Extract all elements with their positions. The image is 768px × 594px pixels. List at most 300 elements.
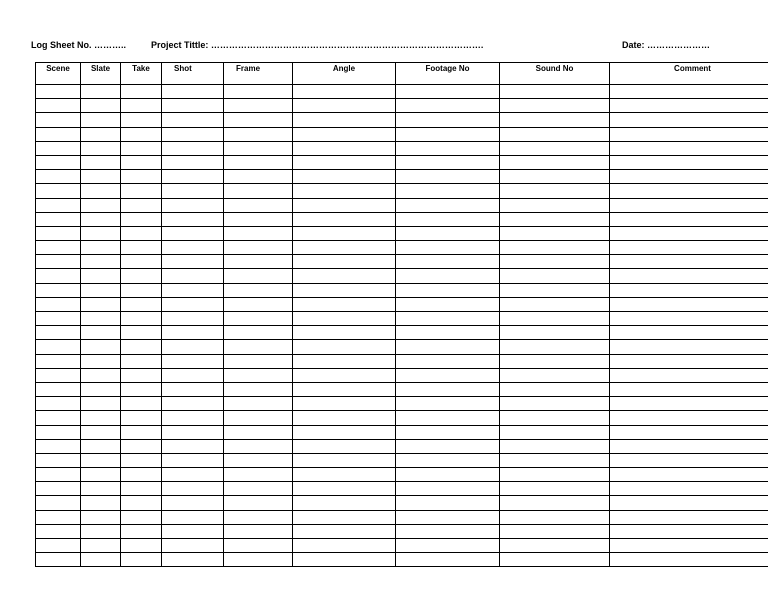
- cell-frame[interactable]: [224, 524, 293, 538]
- cell-take[interactable]: [121, 141, 162, 155]
- cell-sound-no[interactable]: [500, 212, 610, 226]
- cell-slate[interactable]: [81, 226, 121, 240]
- cell-footage-no[interactable]: [396, 468, 500, 482]
- cell-sound-no[interactable]: [500, 283, 610, 297]
- cell-scene[interactable]: [36, 354, 81, 368]
- cell-scene[interactable]: [36, 113, 81, 127]
- cell-scene[interactable]: [36, 127, 81, 141]
- cell-comment[interactable]: [610, 226, 768, 240]
- cell-comment[interactable]: [610, 482, 768, 496]
- cell-take[interactable]: [121, 212, 162, 226]
- cell-footage-no[interactable]: [396, 382, 500, 396]
- cell-comment[interactable]: [610, 198, 768, 212]
- cell-angle[interactable]: [293, 241, 396, 255]
- cell-comment[interactable]: [610, 425, 768, 439]
- cell-frame[interactable]: [224, 184, 293, 198]
- cell-sound-no[interactable]: [500, 425, 610, 439]
- cell-scene[interactable]: [36, 453, 81, 467]
- cell-sound-no[interactable]: [500, 170, 610, 184]
- cell-frame[interactable]: [224, 425, 293, 439]
- cell-angle[interactable]: [293, 312, 396, 326]
- cell-scene[interactable]: [36, 411, 81, 425]
- cell-frame[interactable]: [224, 510, 293, 524]
- cell-scene[interactable]: [36, 382, 81, 396]
- cell-scene[interactable]: [36, 425, 81, 439]
- cell-comment[interactable]: [610, 524, 768, 538]
- cell-frame[interactable]: [224, 113, 293, 127]
- cell-angle[interactable]: [293, 524, 396, 538]
- cell-slate[interactable]: [81, 340, 121, 354]
- cell-slate[interactable]: [81, 439, 121, 453]
- cell-scene[interactable]: [36, 269, 81, 283]
- cell-sound-no[interactable]: [500, 340, 610, 354]
- cell-slate[interactable]: [81, 382, 121, 396]
- cell-scene[interactable]: [36, 141, 81, 155]
- cell-scene[interactable]: [36, 524, 81, 538]
- cell-slate[interactable]: [81, 241, 121, 255]
- cell-slate[interactable]: [81, 539, 121, 553]
- cell-frame[interactable]: [224, 496, 293, 510]
- cell-comment[interactable]: [610, 368, 768, 382]
- cell-shot[interactable]: [162, 255, 224, 269]
- cell-angle[interactable]: [293, 453, 396, 467]
- cell-sound-no[interactable]: [500, 382, 610, 396]
- cell-take[interactable]: [121, 198, 162, 212]
- cell-shot[interactable]: [162, 468, 224, 482]
- cell-angle[interactable]: [293, 439, 396, 453]
- cell-sound-no[interactable]: [500, 198, 610, 212]
- cell-take[interactable]: [121, 382, 162, 396]
- cell-sound-no[interactable]: [500, 127, 610, 141]
- cell-shot[interactable]: [162, 553, 224, 567]
- cell-comment[interactable]: [610, 283, 768, 297]
- cell-frame[interactable]: [224, 198, 293, 212]
- cell-frame[interactable]: [224, 170, 293, 184]
- log-sheet-number-field[interactable]: Log Sheet No. ………..: [31, 40, 127, 50]
- cell-scene[interactable]: [36, 241, 81, 255]
- cell-take[interactable]: [121, 468, 162, 482]
- cell-take[interactable]: [121, 553, 162, 567]
- cell-shot[interactable]: [162, 524, 224, 538]
- cell-sound-no[interactable]: [500, 184, 610, 198]
- cell-scene[interactable]: [36, 184, 81, 198]
- cell-slate[interactable]: [81, 113, 121, 127]
- cell-shot[interactable]: [162, 496, 224, 510]
- cell-shot[interactable]: [162, 269, 224, 283]
- cell-angle[interactable]: [293, 198, 396, 212]
- cell-scene[interactable]: [36, 255, 81, 269]
- cell-sound-no[interactable]: [500, 482, 610, 496]
- cell-angle[interactable]: [293, 411, 396, 425]
- cell-scene[interactable]: [36, 155, 81, 169]
- cell-frame[interactable]: [224, 155, 293, 169]
- cell-shot[interactable]: [162, 326, 224, 340]
- cell-footage-no[interactable]: [396, 297, 500, 311]
- cell-scene[interactable]: [36, 226, 81, 240]
- cell-shot[interactable]: [162, 297, 224, 311]
- cell-scene[interactable]: [36, 283, 81, 297]
- cell-shot[interactable]: [162, 368, 224, 382]
- cell-sound-no[interactable]: [500, 468, 610, 482]
- cell-comment[interactable]: [610, 127, 768, 141]
- cell-slate[interactable]: [81, 553, 121, 567]
- date-field[interactable]: Date: …………………: [622, 40, 711, 50]
- cell-take[interactable]: [121, 326, 162, 340]
- cell-sound-no[interactable]: [500, 453, 610, 467]
- cell-footage-no[interactable]: [396, 113, 500, 127]
- cell-frame[interactable]: [224, 397, 293, 411]
- cell-slate[interactable]: [81, 141, 121, 155]
- cell-comment[interactable]: [610, 212, 768, 226]
- cell-comment[interactable]: [610, 141, 768, 155]
- cell-frame[interactable]: [224, 354, 293, 368]
- cell-frame[interactable]: [224, 468, 293, 482]
- cell-frame[interactable]: [224, 368, 293, 382]
- cell-scene[interactable]: [36, 297, 81, 311]
- cell-shot[interactable]: [162, 113, 224, 127]
- cell-sound-no[interactable]: [500, 510, 610, 524]
- cell-shot[interactable]: [162, 354, 224, 368]
- cell-footage-no[interactable]: [396, 539, 500, 553]
- cell-angle[interactable]: [293, 425, 396, 439]
- cell-frame[interactable]: [224, 141, 293, 155]
- cell-slate[interactable]: [81, 155, 121, 169]
- cell-take[interactable]: [121, 283, 162, 297]
- cell-footage-no[interactable]: [396, 453, 500, 467]
- cell-frame[interactable]: [224, 127, 293, 141]
- cell-slate[interactable]: [81, 127, 121, 141]
- cell-frame[interactable]: [224, 269, 293, 283]
- cell-sound-no[interactable]: [500, 354, 610, 368]
- cell-take[interactable]: [121, 524, 162, 538]
- cell-footage-no[interactable]: [396, 155, 500, 169]
- cell-take[interactable]: [121, 113, 162, 127]
- cell-frame[interactable]: [224, 539, 293, 553]
- cell-shot[interactable]: [162, 411, 224, 425]
- cell-shot[interactable]: [162, 241, 224, 255]
- cell-angle[interactable]: [293, 255, 396, 269]
- cell-comment[interactable]: [610, 354, 768, 368]
- cell-footage-no[interactable]: [396, 411, 500, 425]
- cell-scene[interactable]: [36, 368, 81, 382]
- cell-scene[interactable]: [36, 198, 81, 212]
- cell-comment[interactable]: [610, 439, 768, 453]
- cell-sound-no[interactable]: [500, 269, 610, 283]
- cell-take[interactable]: [121, 297, 162, 311]
- cell-take[interactable]: [121, 99, 162, 113]
- cell-take[interactable]: [121, 453, 162, 467]
- cell-take[interactable]: [121, 510, 162, 524]
- cell-frame[interactable]: [224, 255, 293, 269]
- cell-angle[interactable]: [293, 468, 396, 482]
- cell-footage-no[interactable]: [396, 326, 500, 340]
- cell-slate[interactable]: [81, 510, 121, 524]
- cell-scene[interactable]: [36, 340, 81, 354]
- cell-sound-no[interactable]: [500, 411, 610, 425]
- cell-take[interactable]: [121, 269, 162, 283]
- cell-sound-no[interactable]: [500, 99, 610, 113]
- cell-frame[interactable]: [224, 212, 293, 226]
- cell-frame[interactable]: [224, 99, 293, 113]
- cell-sound-no[interactable]: [500, 85, 610, 99]
- cell-footage-no[interactable]: [396, 397, 500, 411]
- cell-comment[interactable]: [610, 255, 768, 269]
- cell-take[interactable]: [121, 397, 162, 411]
- cell-angle[interactable]: [293, 127, 396, 141]
- cell-shot[interactable]: [162, 99, 224, 113]
- cell-scene[interactable]: [36, 539, 81, 553]
- cell-take[interactable]: [121, 127, 162, 141]
- cell-slate[interactable]: [81, 198, 121, 212]
- cell-shot[interactable]: [162, 453, 224, 467]
- cell-sound-no[interactable]: [500, 553, 610, 567]
- cell-scene[interactable]: [36, 482, 81, 496]
- cell-sound-no[interactable]: [500, 539, 610, 553]
- cell-frame[interactable]: [224, 453, 293, 467]
- cell-sound-no[interactable]: [500, 255, 610, 269]
- cell-scene[interactable]: [36, 510, 81, 524]
- cell-angle[interactable]: [293, 354, 396, 368]
- cell-shot[interactable]: [162, 127, 224, 141]
- cell-comment[interactable]: [610, 184, 768, 198]
- cell-comment[interactable]: [610, 453, 768, 467]
- cell-comment[interactable]: [610, 382, 768, 396]
- cell-slate[interactable]: [81, 368, 121, 382]
- cell-scene[interactable]: [36, 212, 81, 226]
- cell-comment[interactable]: [610, 553, 768, 567]
- cell-angle[interactable]: [293, 326, 396, 340]
- cell-slate[interactable]: [81, 411, 121, 425]
- project-title-field[interactable]: Project Tittle: ……………………………………………………………………………….: [151, 40, 484, 50]
- cell-shot[interactable]: [162, 312, 224, 326]
- cell-slate[interactable]: [81, 312, 121, 326]
- cell-comment[interactable]: [610, 170, 768, 184]
- cell-slate[interactable]: [81, 99, 121, 113]
- cell-frame[interactable]: [224, 312, 293, 326]
- cell-footage-no[interactable]: [396, 170, 500, 184]
- cell-slate[interactable]: [81, 354, 121, 368]
- cell-frame[interactable]: [224, 482, 293, 496]
- cell-take[interactable]: [121, 439, 162, 453]
- cell-slate[interactable]: [81, 212, 121, 226]
- cell-shot[interactable]: [162, 539, 224, 553]
- cell-comment[interactable]: [610, 99, 768, 113]
- cell-slate[interactable]: [81, 425, 121, 439]
- cell-sound-no[interactable]: [500, 326, 610, 340]
- cell-angle[interactable]: [293, 397, 396, 411]
- cell-comment[interactable]: [610, 241, 768, 255]
- cell-comment[interactable]: [610, 85, 768, 99]
- cell-take[interactable]: [121, 184, 162, 198]
- cell-shot[interactable]: [162, 226, 224, 240]
- cell-take[interactable]: [121, 482, 162, 496]
- cell-slate[interactable]: [81, 184, 121, 198]
- cell-footage-no[interactable]: [396, 212, 500, 226]
- cell-take[interactable]: [121, 340, 162, 354]
- cell-angle[interactable]: [293, 99, 396, 113]
- cell-angle[interactable]: [293, 269, 396, 283]
- cell-shot[interactable]: [162, 283, 224, 297]
- cell-angle[interactable]: [293, 510, 396, 524]
- cell-scene[interactable]: [36, 326, 81, 340]
- cell-take[interactable]: [121, 411, 162, 425]
- cell-sound-no[interactable]: [500, 226, 610, 240]
- cell-angle[interactable]: [293, 184, 396, 198]
- cell-footage-no[interactable]: [396, 553, 500, 567]
- cell-footage-no[interactable]: [396, 496, 500, 510]
- cell-frame[interactable]: [224, 226, 293, 240]
- cell-scene[interactable]: [36, 468, 81, 482]
- cell-footage-no[interactable]: [396, 127, 500, 141]
- cell-take[interactable]: [121, 170, 162, 184]
- cell-comment[interactable]: [610, 510, 768, 524]
- cell-angle[interactable]: [293, 382, 396, 396]
- cell-shot[interactable]: [162, 198, 224, 212]
- cell-angle[interactable]: [293, 170, 396, 184]
- cell-comment[interactable]: [610, 397, 768, 411]
- cell-take[interactable]: [121, 496, 162, 510]
- cell-footage-no[interactable]: [396, 269, 500, 283]
- cell-frame[interactable]: [224, 297, 293, 311]
- cell-slate[interactable]: [81, 524, 121, 538]
- cell-shot[interactable]: [162, 212, 224, 226]
- cell-shot[interactable]: [162, 382, 224, 396]
- cell-sound-no[interactable]: [500, 141, 610, 155]
- cell-shot[interactable]: [162, 482, 224, 496]
- cell-sound-no[interactable]: [500, 297, 610, 311]
- cell-comment[interactable]: [610, 411, 768, 425]
- cell-shot[interactable]: [162, 439, 224, 453]
- cell-angle[interactable]: [293, 553, 396, 567]
- cell-shot[interactable]: [162, 155, 224, 169]
- cell-take[interactable]: [121, 85, 162, 99]
- cell-frame[interactable]: [224, 553, 293, 567]
- cell-angle[interactable]: [293, 85, 396, 99]
- cell-footage-no[interactable]: [396, 510, 500, 524]
- cell-footage-no[interactable]: [396, 141, 500, 155]
- cell-sound-no[interactable]: [500, 397, 610, 411]
- cell-comment[interactable]: [610, 496, 768, 510]
- cell-sound-no[interactable]: [500, 312, 610, 326]
- cell-take[interactable]: [121, 255, 162, 269]
- cell-scene[interactable]: [36, 312, 81, 326]
- cell-scene[interactable]: [36, 397, 81, 411]
- cell-footage-no[interactable]: [396, 99, 500, 113]
- cell-take[interactable]: [121, 155, 162, 169]
- cell-take[interactable]: [121, 354, 162, 368]
- cell-footage-no[interactable]: [396, 312, 500, 326]
- cell-take[interactable]: [121, 539, 162, 553]
- cell-footage-no[interactable]: [396, 439, 500, 453]
- cell-frame[interactable]: [224, 411, 293, 425]
- cell-slate[interactable]: [81, 85, 121, 99]
- cell-footage-no[interactable]: [396, 425, 500, 439]
- cell-take[interactable]: [121, 425, 162, 439]
- cell-shot[interactable]: [162, 397, 224, 411]
- cell-frame[interactable]: [224, 283, 293, 297]
- cell-footage-no[interactable]: [396, 255, 500, 269]
- cell-angle[interactable]: [293, 141, 396, 155]
- cell-angle[interactable]: [293, 496, 396, 510]
- cell-scene[interactable]: [36, 99, 81, 113]
- cell-frame[interactable]: [224, 326, 293, 340]
- cell-footage-no[interactable]: [396, 184, 500, 198]
- cell-take[interactable]: [121, 226, 162, 240]
- cell-slate[interactable]: [81, 482, 121, 496]
- cell-take[interactable]: [121, 312, 162, 326]
- cell-comment[interactable]: [610, 468, 768, 482]
- cell-angle[interactable]: [293, 155, 396, 169]
- cell-comment[interactable]: [610, 312, 768, 326]
- cell-comment[interactable]: [610, 113, 768, 127]
- cell-frame[interactable]: [224, 241, 293, 255]
- cell-footage-no[interactable]: [396, 368, 500, 382]
- cell-angle[interactable]: [293, 340, 396, 354]
- cell-sound-no[interactable]: [500, 155, 610, 169]
- cell-take[interactable]: [121, 241, 162, 255]
- cell-scene[interactable]: [36, 496, 81, 510]
- cell-scene[interactable]: [36, 439, 81, 453]
- cell-shot[interactable]: [162, 85, 224, 99]
- cell-slate[interactable]: [81, 269, 121, 283]
- cell-footage-no[interactable]: [396, 226, 500, 240]
- cell-angle[interactable]: [293, 539, 396, 553]
- cell-angle[interactable]: [293, 113, 396, 127]
- cell-angle[interactable]: [293, 212, 396, 226]
- cell-shot[interactable]: [162, 510, 224, 524]
- cell-angle[interactable]: [293, 368, 396, 382]
- cell-angle[interactable]: [293, 226, 396, 240]
- cell-footage-no[interactable]: [396, 482, 500, 496]
- cell-footage-no[interactable]: [396, 340, 500, 354]
- cell-sound-no[interactable]: [500, 496, 610, 510]
- cell-slate[interactable]: [81, 255, 121, 269]
- cell-slate[interactable]: [81, 283, 121, 297]
- cell-slate[interactable]: [81, 496, 121, 510]
- cell-angle[interactable]: [293, 297, 396, 311]
- cell-angle[interactable]: [293, 283, 396, 297]
- cell-scene[interactable]: [36, 85, 81, 99]
- cell-shot[interactable]: [162, 184, 224, 198]
- cell-footage-no[interactable]: [396, 85, 500, 99]
- cell-shot[interactable]: [162, 340, 224, 354]
- cell-frame[interactable]: [224, 340, 293, 354]
- cell-sound-no[interactable]: [500, 113, 610, 127]
- cell-comment[interactable]: [610, 326, 768, 340]
- cell-footage-no[interactable]: [396, 354, 500, 368]
- cell-slate[interactable]: [81, 297, 121, 311]
- cell-frame[interactable]: [224, 85, 293, 99]
- cell-sound-no[interactable]: [500, 368, 610, 382]
- cell-frame[interactable]: [224, 382, 293, 396]
- cell-footage-no[interactable]: [396, 283, 500, 297]
- cell-scene[interactable]: [36, 170, 81, 184]
- cell-comment[interactable]: [610, 269, 768, 283]
- cell-shot[interactable]: [162, 425, 224, 439]
- cell-comment[interactable]: [610, 340, 768, 354]
- cell-sound-no[interactable]: [500, 524, 610, 538]
- cell-shot[interactable]: [162, 170, 224, 184]
- cell-comment[interactable]: [610, 539, 768, 553]
- cell-frame[interactable]: [224, 439, 293, 453]
- cell-slate[interactable]: [81, 326, 121, 340]
- cell-comment[interactable]: [610, 297, 768, 311]
- cell-scene[interactable]: [36, 553, 81, 567]
- cell-footage-no[interactable]: [396, 198, 500, 212]
- cell-shot[interactable]: [162, 141, 224, 155]
- cell-angle[interactable]: [293, 482, 396, 496]
- cell-take[interactable]: [121, 368, 162, 382]
